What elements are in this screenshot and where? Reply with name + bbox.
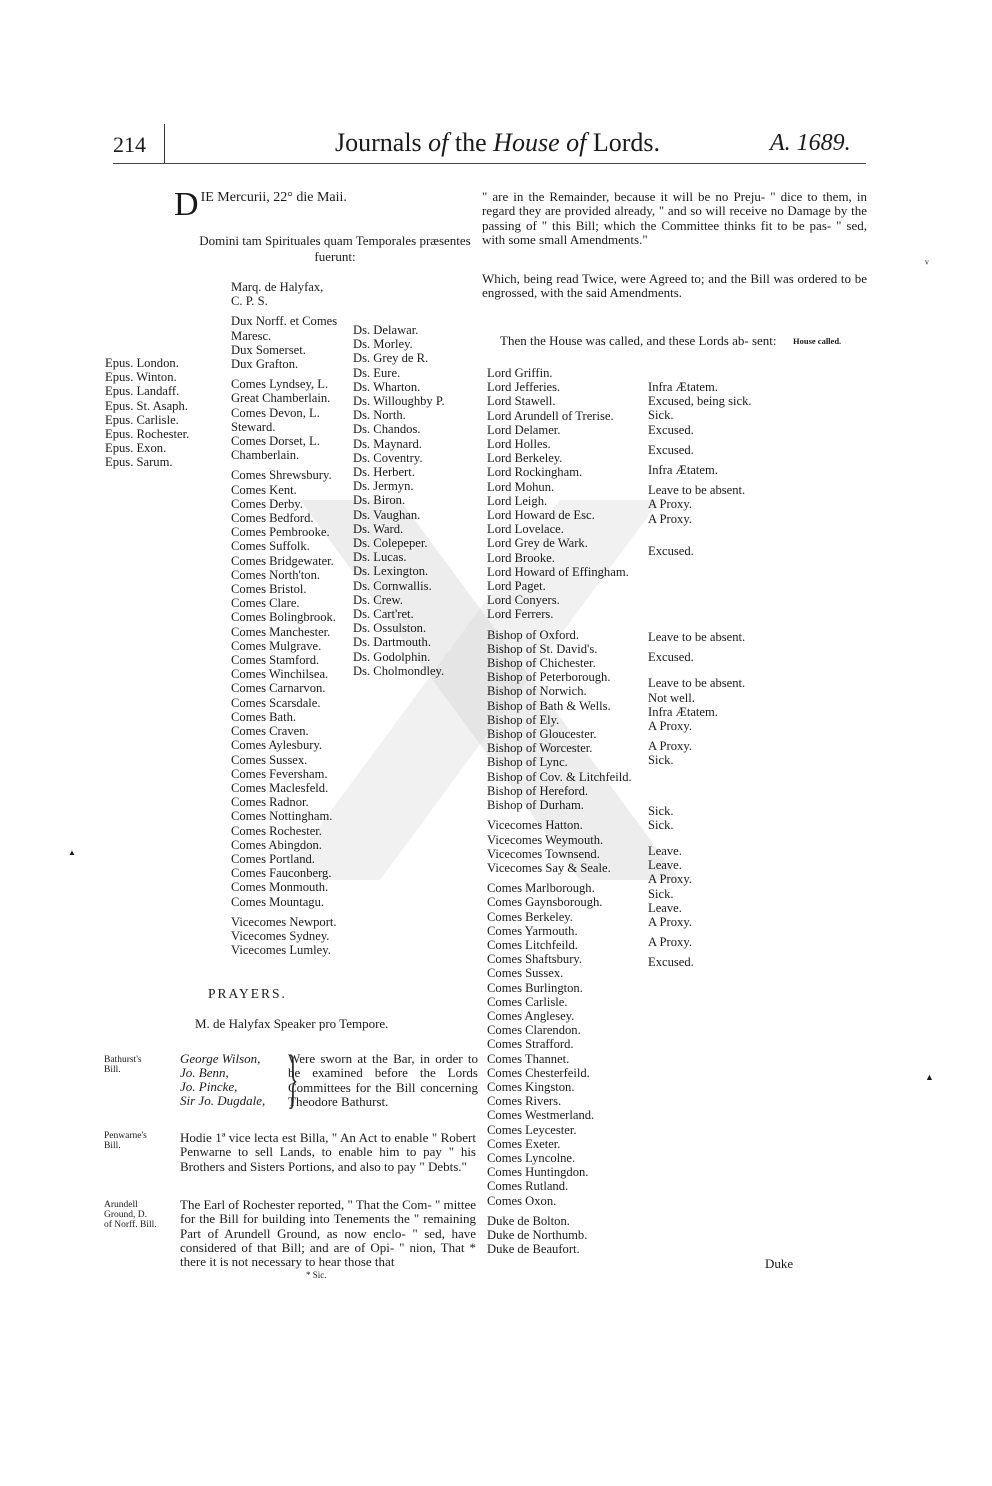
list-item: Ds. Ward. [353, 521, 404, 536]
list-item: Comes Thannet. [487, 1051, 570, 1066]
list-item: A Proxy. [648, 935, 692, 950]
list-item: Lord Grey de Wark. [487, 536, 588, 551]
list-item: Comes Litchfeild. [487, 937, 578, 952]
list-item: Bishop of Worcester. [487, 741, 593, 756]
list-item: Duke de Beaufort. [487, 1242, 580, 1257]
list-item: Comes Rochester. [231, 823, 322, 838]
margin-note-bathurst: Bathurst's Bill. [104, 1055, 142, 1075]
margin-mark: ᵛ [925, 256, 929, 271]
arundell-text: The Earl of Rochester reported, " That the Com- " mittee for the Bill for building into Tenements the " remaining Part of Arundell Ground, as now enclo- " sed, have considered of that Bill; and are of Opi- " nion, That * there it is not necessary to hear those that [180, 1197, 476, 1270]
list-item: Lord Brooke. [487, 550, 555, 565]
list-item: Ds. Jermyn. [353, 479, 414, 494]
list-item: Comes Nottingham. [231, 809, 333, 824]
list-item: Comes Suffolk. [231, 539, 310, 554]
page-number: 214 [113, 132, 146, 157]
list-item: Comes Bolingbrook. [231, 610, 336, 625]
list-item: Comes Carnarvon. [231, 681, 326, 696]
list-item: Bishop of Durham. [487, 798, 584, 813]
list-item: Comes Rutland. [487, 1179, 569, 1194]
list-item: Comes Oxon. [487, 1193, 557, 1208]
list-item: Duke de Northumb. [487, 1227, 588, 1242]
catchword: Duke [765, 1256, 794, 1271]
list-item: Bishop of Lync. [487, 755, 568, 770]
list-item: Chamberlain. [231, 448, 300, 463]
barons-list [353, 323, 445, 678]
list-item: Bishop of Peterborough. [487, 670, 611, 685]
list-item: Vicecomes Hatton. [487, 818, 583, 833]
list-item: Comes Anglesey. [487, 1008, 575, 1023]
list-item: Ds. Delawar. [353, 323, 419, 337]
list-item: Epus. Carlisle. [105, 412, 179, 427]
list-item: A Proxy. [648, 511, 692, 526]
list-item: Ds. Ossulston. [353, 621, 427, 636]
prayers-heading: PRAYERS. [208, 986, 287, 1001]
list-item: Bishop of Chichester. [487, 656, 596, 671]
list-item: Comes Stamford. [231, 653, 320, 668]
report-continuation: " are in the Remainder, because it will be no Preju- " dice to them, in regard they are provided already, " and so will receive no Damage by the passing of " this Bill; which the Committee thinks fit to be pas- " sed, with some small Amendments." [482, 189, 867, 247]
list-item: C. P. S. [231, 294, 268, 309]
list-item: A Proxy. [648, 739, 692, 754]
list-item: Comes Dorset, L. [231, 434, 320, 449]
list-item: Sick. [648, 803, 674, 818]
list-item: Vicecomes Lumley. [231, 943, 331, 958]
list-item: A Proxy. [648, 915, 692, 930]
list-item: Ds. Chandos. [353, 422, 421, 437]
list-item: Lord Griffin. [487, 366, 553, 380]
list-item: Vicecomes Sydney. [231, 928, 330, 943]
list-item: Comes Craven. [231, 724, 309, 739]
list-item: Ds. Morley. [353, 337, 413, 352]
list-item: Vicecomes Weymouth. [487, 832, 604, 847]
brace: } [287, 1042, 299, 1115]
list-item: Maresc. [231, 328, 272, 343]
list-item: Lord Mohun. [487, 479, 555, 494]
list-item: Comes Burlington. [487, 980, 583, 995]
house-called-text: Then the House was called, and these Lords ab- sent: [500, 333, 777, 348]
list-item: Comes Sussex. [487, 966, 564, 981]
list-item: Comes Devon, L. [231, 405, 320, 420]
list-item: Leave to be absent. [648, 676, 746, 691]
list-item: Epus. Exon. [105, 441, 167, 456]
list-item: Excused, being sick. [648, 394, 752, 409]
bishops-list [105, 356, 189, 470]
list-item: Leave. [648, 858, 682, 873]
margin-note-arundell: Arundell Ground, D. of Norff. Bill. [104, 1200, 157, 1230]
list-item: Ds. Coventry. [353, 450, 423, 465]
list-item: Leave. [648, 900, 682, 915]
list-item: Ds. North. [353, 408, 406, 423]
margin-note-house-called: House called. [793, 336, 842, 346]
list-item: Comes Fauconberg. [231, 866, 332, 881]
list-item: Comes Mountagu. [231, 894, 325, 909]
list-item: Epus. Sarum. [105, 455, 173, 470]
list-item: Comes Bath. [231, 709, 297, 724]
list-item: Infra Ætatem. [648, 463, 718, 478]
list-item: Dux Grafton. [231, 357, 299, 372]
list-item: Great Chamberlain. [231, 391, 331, 406]
list-item: Bishop of Ely. [487, 712, 560, 727]
list-item: Comes Kent. [231, 482, 297, 497]
list-item: Excused. [648, 650, 694, 665]
list-item: Ds. Cholmondley. [353, 663, 445, 678]
list-item: Comes Huntingdon. [487, 1165, 589, 1180]
page-title: Journals of the House of Lords. [335, 128, 661, 157]
list-item: Bishop of St. David's. [487, 641, 598, 656]
list-item: Ds. Colepeper. [353, 536, 428, 551]
list-item: Lord Conyers. [487, 593, 560, 608]
list-item: Comes Yarmouth. [487, 923, 578, 938]
list-item: Ds. Grey de R. [353, 351, 429, 366]
list-item: Ds. Cart'ret. [353, 607, 414, 622]
list-item: Lord Rockingham. [487, 465, 583, 480]
list-item: Comes Scarsdale. [231, 695, 321, 710]
page-year: A. 1689. [770, 130, 851, 156]
list-item: Vicecomes Townsend. [487, 846, 600, 861]
list-item: Bishop of Norwich. [487, 684, 587, 699]
list-item: Excused. [648, 543, 694, 558]
list-item: Comes Monmouth. [231, 880, 329, 895]
list-item: Comes Bedford. [231, 511, 314, 526]
date-line: DIE Mercurii, 22° die Maii. [174, 186, 347, 223]
list-item: Comes Clare. [231, 596, 300, 611]
list-item: Excused. [648, 955, 694, 970]
list-item: Comes Feversham. [231, 766, 328, 781]
list-item: Epus. St. Asaph. [105, 398, 188, 413]
list-item: Comes Leycester. [487, 1122, 577, 1137]
list-item: Comes North'ton. [231, 567, 321, 582]
list-item: Ds. Eure. [353, 365, 401, 380]
list-item: Bishop of Hereford. [487, 783, 589, 798]
list-item: Bishop of Oxford. [487, 627, 579, 642]
list-item: Bishop of Gloucester. [487, 727, 597, 742]
list-item: Comes Rivers. [487, 1094, 562, 1109]
list-item: Ds. Lexington. [353, 564, 429, 579]
list-item: Dux Norff. et Comes [231, 314, 338, 329]
list-item: Sick. [648, 753, 674, 768]
list-item: Dux Somerset. [231, 342, 306, 357]
list-item: Comes Sussex. [231, 752, 308, 767]
list-item: Sick. [648, 408, 674, 423]
list-item: Comes Lyndsey, L. [231, 377, 329, 392]
list-item: Comes Clarendon. [487, 1023, 581, 1038]
list-item: Lord Holles. [487, 437, 551, 452]
list-item: Comes Berkeley. [487, 909, 573, 924]
list-item: Comes Radnor. [231, 795, 309, 810]
list-item: Leave to be absent. [648, 483, 746, 498]
list-item: Ds. Godolphin. [353, 649, 431, 664]
list-item: Bishop of Bath & Wells. [487, 698, 611, 713]
list-item: A Proxy. [648, 719, 692, 734]
list-item: Infra Ætatem. [648, 704, 718, 719]
list-item: Comes Winchilsea. [231, 667, 329, 682]
list-item: Comes Shaftsbury. [487, 952, 583, 967]
list-item: Comes Exeter. [487, 1136, 561, 1151]
list-item: Lord Berkeley. [487, 451, 563, 466]
bathurst-text: Were sworn at the Bar, in order to be examined before the Lords Committees for the Bill concerning Theodore Bathurst. [288, 1051, 478, 1109]
list-item: Comes Bridgewater. [231, 553, 334, 568]
witness-names: George Wilson, Jo. Benn, Jo. Pincke, Sir Jo. Dugdale, [180, 1051, 266, 1108]
list-item: Infra Ætatem. [648, 380, 718, 394]
sic-footnote: * Sic. [306, 1270, 327, 1280]
list-item: Comes Marlborough. [487, 881, 595, 896]
list-item: Ds. Willoughby P. [353, 394, 445, 409]
list-item: Bishop of Cov. & Litchfeild. [487, 769, 632, 784]
list-item: Not well. [648, 690, 695, 705]
list-item: Sick. [648, 886, 674, 901]
list-item: Ds. Biron. [353, 493, 406, 508]
margin-mark: ▲ [68, 848, 76, 857]
list-item: Epus. London. [105, 356, 179, 370]
list-item: A Proxy. [648, 497, 692, 512]
list-item: Leave to be absent. [648, 630, 746, 645]
list-item: Vicecomes Say & Seale. [487, 860, 611, 875]
list-item: Comes Pembrooke. [231, 525, 330, 540]
absence-reasons-list [648, 380, 752, 970]
list-item: Comes Strafford. [487, 1037, 574, 1052]
drop-cap: D [174, 186, 199, 223]
list-item: Comes Derby. [231, 496, 303, 511]
list-item: Lord Stawell. [487, 394, 556, 409]
list-item: Comes Bristol. [231, 582, 307, 597]
list-item: Comes Chesterfeild. [487, 1065, 590, 1080]
list-item: Lord Delamer. [487, 422, 561, 437]
list-item: Excused. [648, 422, 694, 437]
list-item: Comes Manchester. [231, 624, 331, 639]
list-item: Lord Howard de Esc. [487, 508, 595, 523]
list-item: Excused. [648, 442, 694, 457]
speaker-line: M. de Halyfax Speaker pro Tempore. [195, 1016, 389, 1031]
list-item: Ds. Herbert. [353, 465, 415, 480]
list-item: Comes Abingdon. [231, 837, 322, 852]
absent-lords-list [487, 366, 632, 1256]
header-tick [164, 124, 165, 164]
list-item: Ds. Maynard. [353, 436, 422, 451]
list-item: Lord Paget. [487, 579, 546, 594]
attendance-heading: Domini tam Spirituales quam Temporales præsentes fuerunt: [199, 233, 471, 264]
list-item: Epus. Landaff. [105, 384, 180, 399]
list-item: Lord Leigh. [487, 493, 548, 508]
list-item: Comes Kingston. [487, 1079, 575, 1094]
list-item: Leave. [648, 844, 682, 859]
list-item: Comes Maclesfeld. [231, 780, 329, 795]
list-item: Ds. Dartmouth. [353, 635, 432, 650]
list-item: Steward. [231, 419, 276, 434]
list-item: Comes Gaynsborough. [487, 895, 603, 910]
list-item: Comes Mulgrave. [231, 638, 322, 653]
list-item: Lord Lovelace. [487, 522, 564, 537]
list-item: Comes Aylesbury. [231, 738, 323, 753]
list-item: Vicecomes Newport. [231, 914, 337, 929]
list-item: Comes Shrewsbury. [231, 468, 332, 483]
list-item: Marq. de Halyfax, [231, 280, 324, 294]
list-item: Ds. Lucas. [353, 550, 407, 565]
list-item: Lord Howard of Effingham. [487, 564, 629, 579]
agreed-text: Which, being read Twice, were Agreed to; and the Bill was ordered to be engrossed, with the said Amendments. [482, 271, 867, 301]
nobles-list [231, 280, 337, 957]
list-item: Comes Carlisle. [487, 994, 568, 1009]
list-item: A Proxy. [648, 872, 692, 887]
list-item: Ds. Wharton. [353, 379, 421, 394]
list-item: Lord Arundell of Trerise. [487, 408, 614, 423]
list-item: Duke de Bolton. [487, 1213, 570, 1228]
margin-mark: ▲ [925, 1072, 934, 1082]
list-item: Ds. Cornwallis. [353, 578, 432, 593]
list-item: Epus. Rochester. [105, 427, 190, 442]
list-item: Comes Portland. [231, 851, 315, 866]
list-item: Lord Jefferies. [487, 380, 561, 395]
list-item: Comes Lyncolne. [487, 1150, 576, 1165]
list-item: Lord Ferrers. [487, 607, 554, 622]
list-item: Sick. [648, 817, 674, 832]
margin-note-penwarne: Penwarne's Bill. [104, 1131, 147, 1151]
penwarne-text: Hodie 1ª vice lecta est Billa, " An Act to enable " Robert Penwarne to sell Lands, to enable him to pay " his Brothers and Sisters Portions, and also to pay " Debts." [180, 1130, 476, 1174]
list-item: Epus. Winton. [105, 370, 177, 385]
header-rule [113, 163, 866, 164]
list-item: Ds. Vaughan. [353, 507, 421, 522]
list-item: Ds. Crew. [353, 592, 403, 607]
list-item: Comes Westmerland. [487, 1108, 595, 1123]
